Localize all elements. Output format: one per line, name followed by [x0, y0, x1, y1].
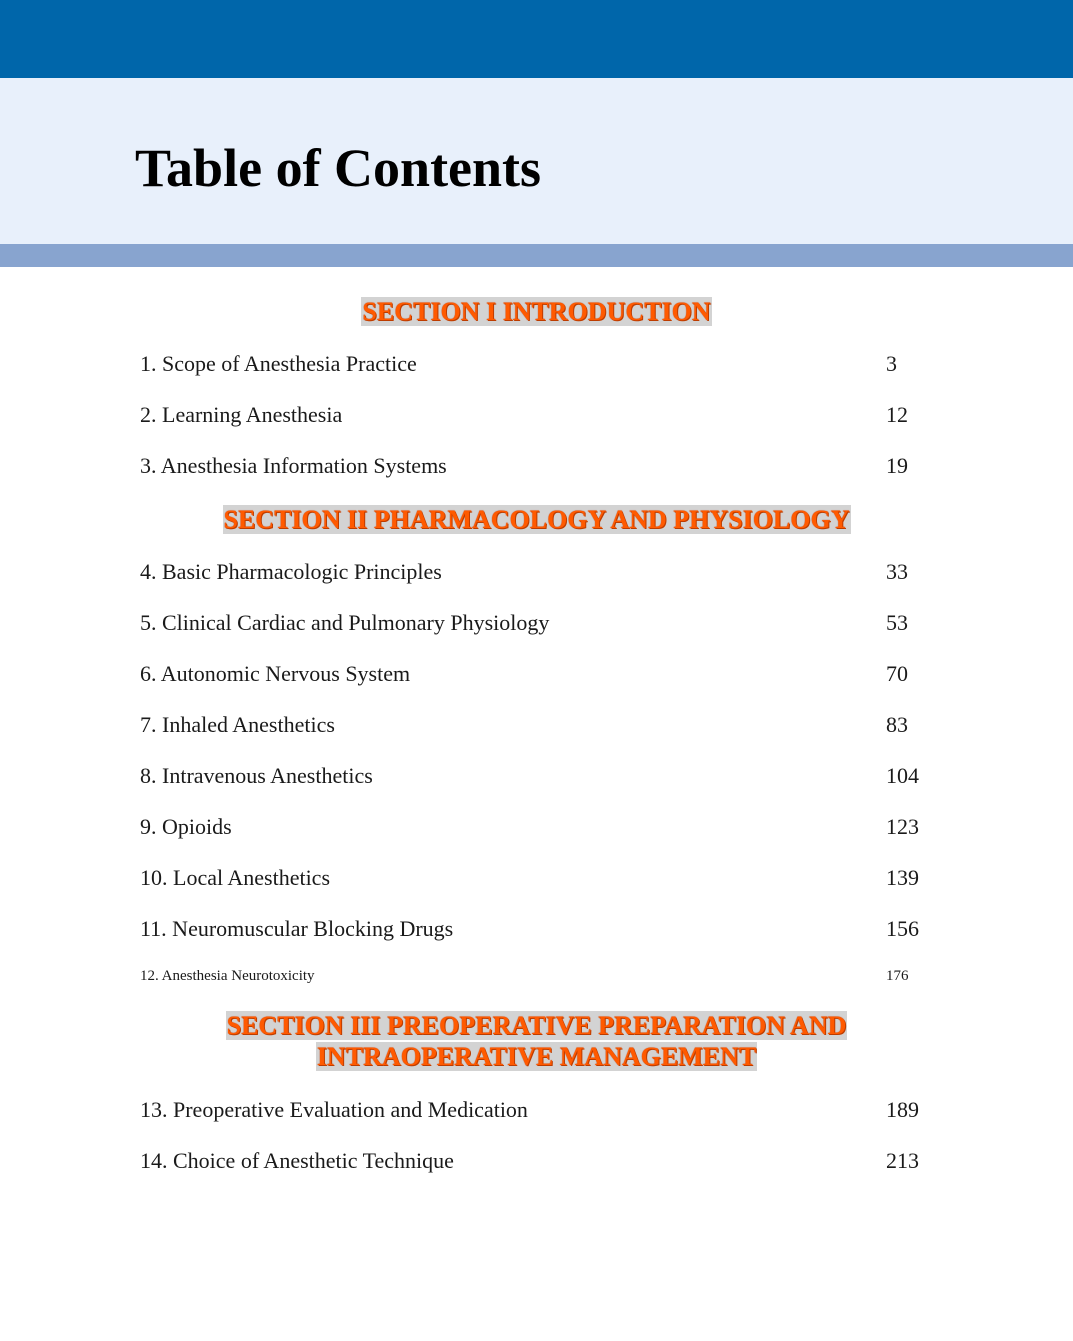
toc-entry-label: 11. Neuromuscular Blocking Drugs [140, 916, 454, 941]
toc-entry-page: 3 [886, 351, 897, 376]
toc-entry-page: 176 [886, 968, 909, 984]
section-heading-line: SECTION I INTRODUCTION [362, 297, 711, 326]
toc-entry[interactable] [140, 965, 930, 987]
toc-entry-label: 5. Clinical Cardiac and Pulmonary Physiology [140, 610, 550, 635]
toc-entry[interactable] [140, 812, 930, 842]
toc-entry-label: 3. Anesthesia Information Systems [140, 453, 447, 478]
toc-entry-page: 19 [886, 453, 908, 478]
toc-entry[interactable] [140, 761, 930, 791]
toc-entry-page: 70 [886, 661, 908, 686]
toc-entry-page: 189 [886, 1097, 919, 1122]
toc-entry-page: 213 [886, 1148, 919, 1173]
toc-entry-page: 83 [886, 712, 908, 737]
toc-entry-page: 33 [886, 559, 908, 584]
section-heading-line: SECTION III PREOPERATIVE PREPARATION AND [226, 1011, 847, 1040]
toc-entry-label: 13. Preoperative Evaluation and Medication [140, 1097, 528, 1122]
toc-entry-page: 156 [886, 916, 919, 941]
toc-entry[interactable] [140, 400, 930, 430]
toc-entry-label: 10. Local Anesthetics [140, 865, 331, 890]
toc-entry[interactable] [140, 1095, 930, 1125]
toc-entry[interactable] [140, 349, 930, 379]
toc-entry-label: 7. Inhaled Anesthetics [140, 712, 335, 737]
toc-entry-label: 1. Scope of Anesthesia Practice [140, 351, 417, 376]
toc-entry[interactable] [140, 608, 930, 638]
toc-entry[interactable] [140, 557, 930, 587]
toc-entry-page: 12 [886, 402, 908, 427]
toc-entry-label: 9. Opioids [140, 814, 232, 839]
section-heading-line: SECTION II PHARMACOLOGY AND PHYSIOLOGY [223, 505, 850, 534]
toc-entry-page: 123 [886, 814, 919, 839]
section-heading-2 [0, 504, 1073, 535]
toc-entry-label: 12. Anesthesia Neurotoxicity [140, 968, 315, 984]
section-heading-3 [0, 1010, 1073, 1072]
toc-entry[interactable] [140, 1146, 930, 1176]
toc-entry[interactable] [140, 451, 930, 481]
toc-entry-page: 104 [886, 763, 919, 788]
toc-entry-label: 8. Intravenous Anesthetics [140, 763, 373, 788]
toc-entry-label: 6. Autonomic Nervous System [140, 661, 411, 686]
toc-entry-label: 2. Learning Anesthesia [140, 402, 343, 427]
toc-entry[interactable] [140, 863, 930, 893]
toc-entry-label: 4. Basic Pharmacologic Principles [140, 559, 442, 584]
toc-entry-label: 14. Choice of Anesthetic Technique [140, 1148, 454, 1173]
toc-entry-page: 139 [886, 865, 919, 890]
page-title: Table of Contents [135, 138, 542, 198]
toc-entry[interactable] [140, 659, 930, 689]
section-heading-line: INTRAOPERATIVE MANAGEMENT [316, 1042, 757, 1071]
toc-entry[interactable] [140, 710, 930, 740]
toc-entry-page: 53 [886, 610, 908, 635]
section-heading-1 [0, 296, 1073, 327]
toc-entry[interactable] [140, 914, 930, 944]
